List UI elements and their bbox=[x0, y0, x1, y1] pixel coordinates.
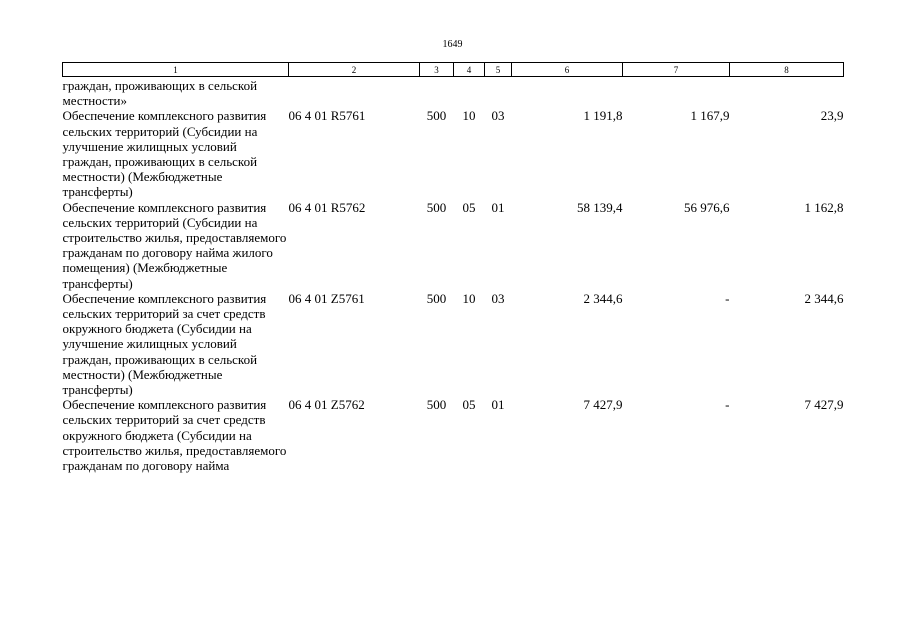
row-col-4: 10 bbox=[462, 108, 476, 124]
row-col-5: 03 bbox=[491, 108, 505, 124]
table-row bbox=[63, 291, 844, 397]
row-col-7: 1 167,9 bbox=[690, 108, 730, 124]
row-col-5: 03 bbox=[491, 290, 505, 306]
budget-table bbox=[62, 62, 844, 473]
row-col-8: 1 162,8 bbox=[804, 199, 844, 215]
row-col-5: 01 bbox=[491, 397, 505, 413]
row-col-8: 2 344,6 bbox=[804, 290, 844, 306]
row-col-3: 500 bbox=[426, 199, 447, 215]
row-code: 06 4 01 Z5762 bbox=[288, 397, 365, 413]
row-col-3: 500 bbox=[426, 108, 447, 124]
header-col-5: 5 bbox=[485, 63, 512, 77]
continuation-name: граждан, проживающих в сельской местности» bbox=[62, 78, 258, 109]
row-col-4: 05 bbox=[462, 397, 476, 413]
row-col-6: 1 191,8 bbox=[583, 108, 623, 124]
header-col-2: 2 bbox=[289, 63, 420, 77]
row-name: Обеспечение комплексного развития сельских территорий (Субсидии на строительство жилья, предоставляемого гражданам по договору найма жилого помещения) (Межбюджетные трансферты) bbox=[62, 199, 287, 291]
row-name: Обеспечение комплексного развития сельских территорий за счет средств окружного бюджета (Субсидии на строительство жилья, предоставляемого гражданам по договору найма bbox=[62, 397, 287, 474]
table-row bbox=[63, 397, 844, 473]
row-name: Обеспечение комплексного развития сельских территорий за счет средств окружного бюджета (Субсидии на улучшение жилищных условий граждан, проживающих в сельской местности) (Межбюджетные трансферты) bbox=[62, 290, 267, 398]
row-col-4: 10 bbox=[462, 290, 476, 306]
row-code: 06 4 01 Z5761 bbox=[288, 290, 365, 306]
header-col-1: 1 bbox=[63, 63, 289, 77]
header-row bbox=[63, 63, 844, 77]
row-col-7: 56 976,6 bbox=[684, 199, 730, 215]
table-row bbox=[63, 200, 844, 291]
continuation-row bbox=[63, 77, 844, 109]
row-col-8: 7 427,9 bbox=[804, 397, 844, 413]
row-code: 06 4 01 R5762 bbox=[288, 199, 366, 215]
row-col-8: 23,9 bbox=[820, 108, 844, 124]
row-name: Обеспечение комплексного развития сельских территорий (Субсидии на улучшение жилищных условий граждан, проживающих в сельской местности) (Межбюджетные трансферты) bbox=[62, 108, 267, 200]
table-row bbox=[63, 108, 844, 199]
header-col-8: 8 bbox=[730, 63, 844, 77]
row-col-3: 500 bbox=[426, 290, 447, 306]
row-col-7: - bbox=[725, 290, 730, 306]
row-col-4: 05 bbox=[462, 199, 476, 215]
page-number: 1649 bbox=[442, 39, 463, 50]
row-col-6: 7 427,9 bbox=[583, 397, 623, 413]
header-col-4: 4 bbox=[454, 63, 485, 77]
header-col-3: 3 bbox=[420, 63, 454, 77]
row-col-7: - bbox=[725, 397, 730, 413]
header-col-6: 6 bbox=[512, 63, 623, 77]
row-col-5: 01 bbox=[491, 199, 505, 215]
row-col-3: 500 bbox=[426, 397, 447, 413]
row-code: 06 4 01 R5761 bbox=[288, 108, 366, 124]
header-col-7: 7 bbox=[623, 63, 730, 77]
row-col-6: 58 139,4 bbox=[577, 199, 623, 215]
row-col-6: 2 344,6 bbox=[583, 290, 623, 306]
